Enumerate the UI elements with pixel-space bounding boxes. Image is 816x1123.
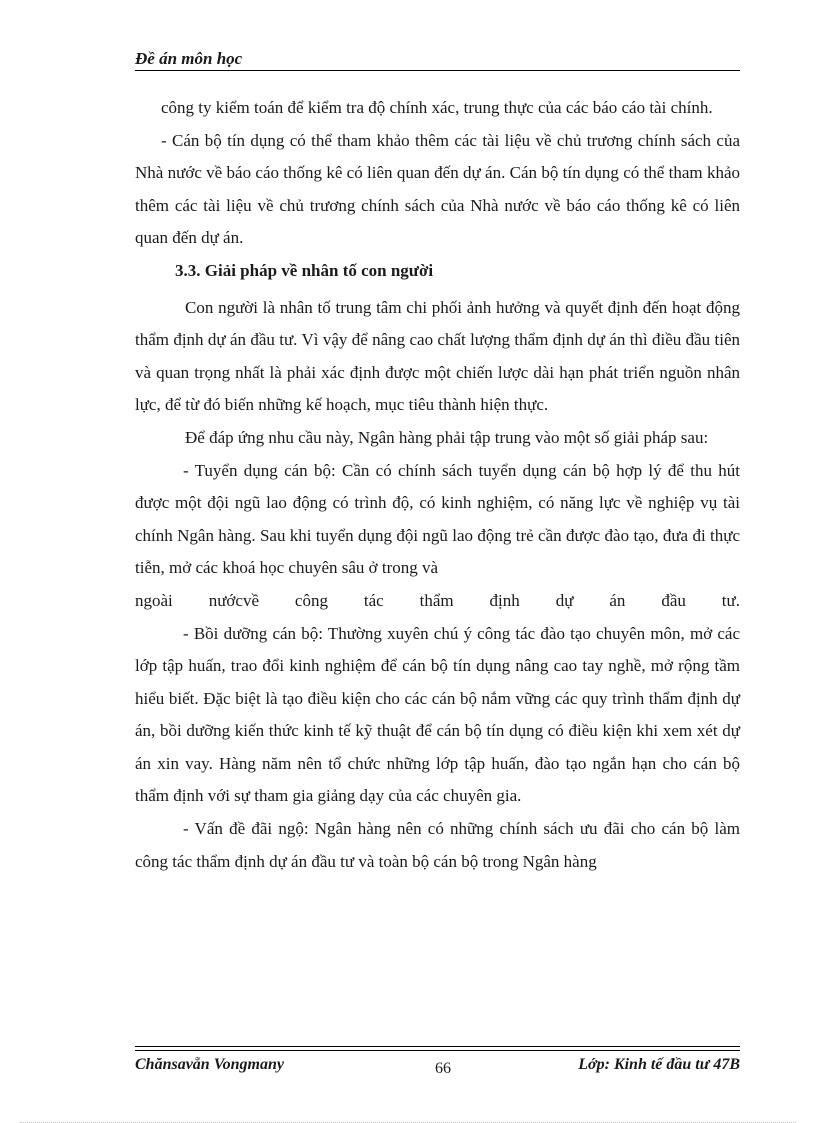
paragraph-training: - Bồi dưỡng cán bộ: Thường xuyên chú ý công tác đào tạo chuyên môn, mở các lớp tập huấn, trao đổi kinh nghiệm để cán bộ tín dụng nâng cao tay nghề, mở rộng tầm hiểu biết. Đặc biệt là tạo điều kiện cho các cán bộ nắm vững các quy trình thẩm định dự án, bồi dưỡng kiến thức kinh tế kỹ thuật để cán bộ tín dụng có điều kiện khi xem xét dự án xin vay. Hàng năm nên tổ chức những lớp tập huấn, đào tạo ngắn hạn cho cán bộ thẩm định với sự tham gia giảng dạy của các chuyên gia. [135, 623, 740, 806]
page-header [135, 47, 740, 73]
paragraph-compensation: - Vấn đề đãi ngộ: Ngân hàng nên có những chính sách ưu đãi cho cán bộ làm công tác thẩm định dự án đầu tư và toàn bộ cán bộ trong Ngân hàng [135, 819, 740, 871]
header-title: Đề án môn học [135, 49, 243, 68]
header-rule [135, 70, 740, 71]
paragraph-human-factor: Con người là nhân tố trung tâm chi phối ảnh hưởng và quyết định đến hoạt động thẩm định dự án đầu tư. Vì vậy để nâng cao chất lượng thẩm định dự án thì điều đầu tiên và quan trọng nhất là phải xác định được một chiến lược dài hạn phát triển nguồn nhân lực, để từ đó biến những kế hoạch, mục tiêu thành hiện thực. [135, 297, 740, 415]
footer-rule-thin [135, 1050, 740, 1051]
section-heading: 3.3. Giải pháp về nhân tố con người [175, 260, 434, 280]
footer-class-label: Lớp: Kinh tế đầu tư 47B [578, 1056, 740, 1073]
page-footer [135, 1046, 740, 1086]
paragraph-reference-note: - Cán bộ tín dụng có thể tham khảo thêm các tài liệu về chủ trương chính sách của Nhà nước về báo cáo thống kê có liên quan đến dự án. Cán bộ tín dụng có thể tham khảo thêm các tài liệu về chủ trương chính sách của Nhà nước về báo cáo thống kê có liên quan đến dự án. [135, 130, 740, 248]
paragraph-solutions-intro: Để đáp ứng nhu cầu này, Ngân hàng phải tập trung vào một số giải pháp sau: [185, 427, 709, 447]
body-text [135, 92, 740, 878]
footer-rule [135, 1046, 740, 1047]
paragraph-recruitment: - Tuyển dụng cán bộ: Cần có chính sách tuyển dụng cán bộ hợp lý để thu hút được một đội ngũ lao động có trình độ, có kinh nghiệm, có năng lực về nghiệp vụ tài chính Ngân hàng. Sau khi tuyển dụng đội ngũ lao động trẻ cần được đào tạo, đưa đi thực tiễn, mở các khoá học chuyên sâu ở trong và [135, 460, 740, 578]
paragraph-recruitment-last-line: ngoài nướcvề công tác thẩm định dự án đầu tư. [135, 590, 740, 610]
footer-author: Chănsavẵn Vongmany [135, 1056, 284, 1073]
paragraph-continuation: công ty kiểm toán để kiểm tra độ chính xác, trung thực của các báo cáo tài chính. [161, 98, 713, 117]
page-number: 66 [435, 1060, 451, 1077]
